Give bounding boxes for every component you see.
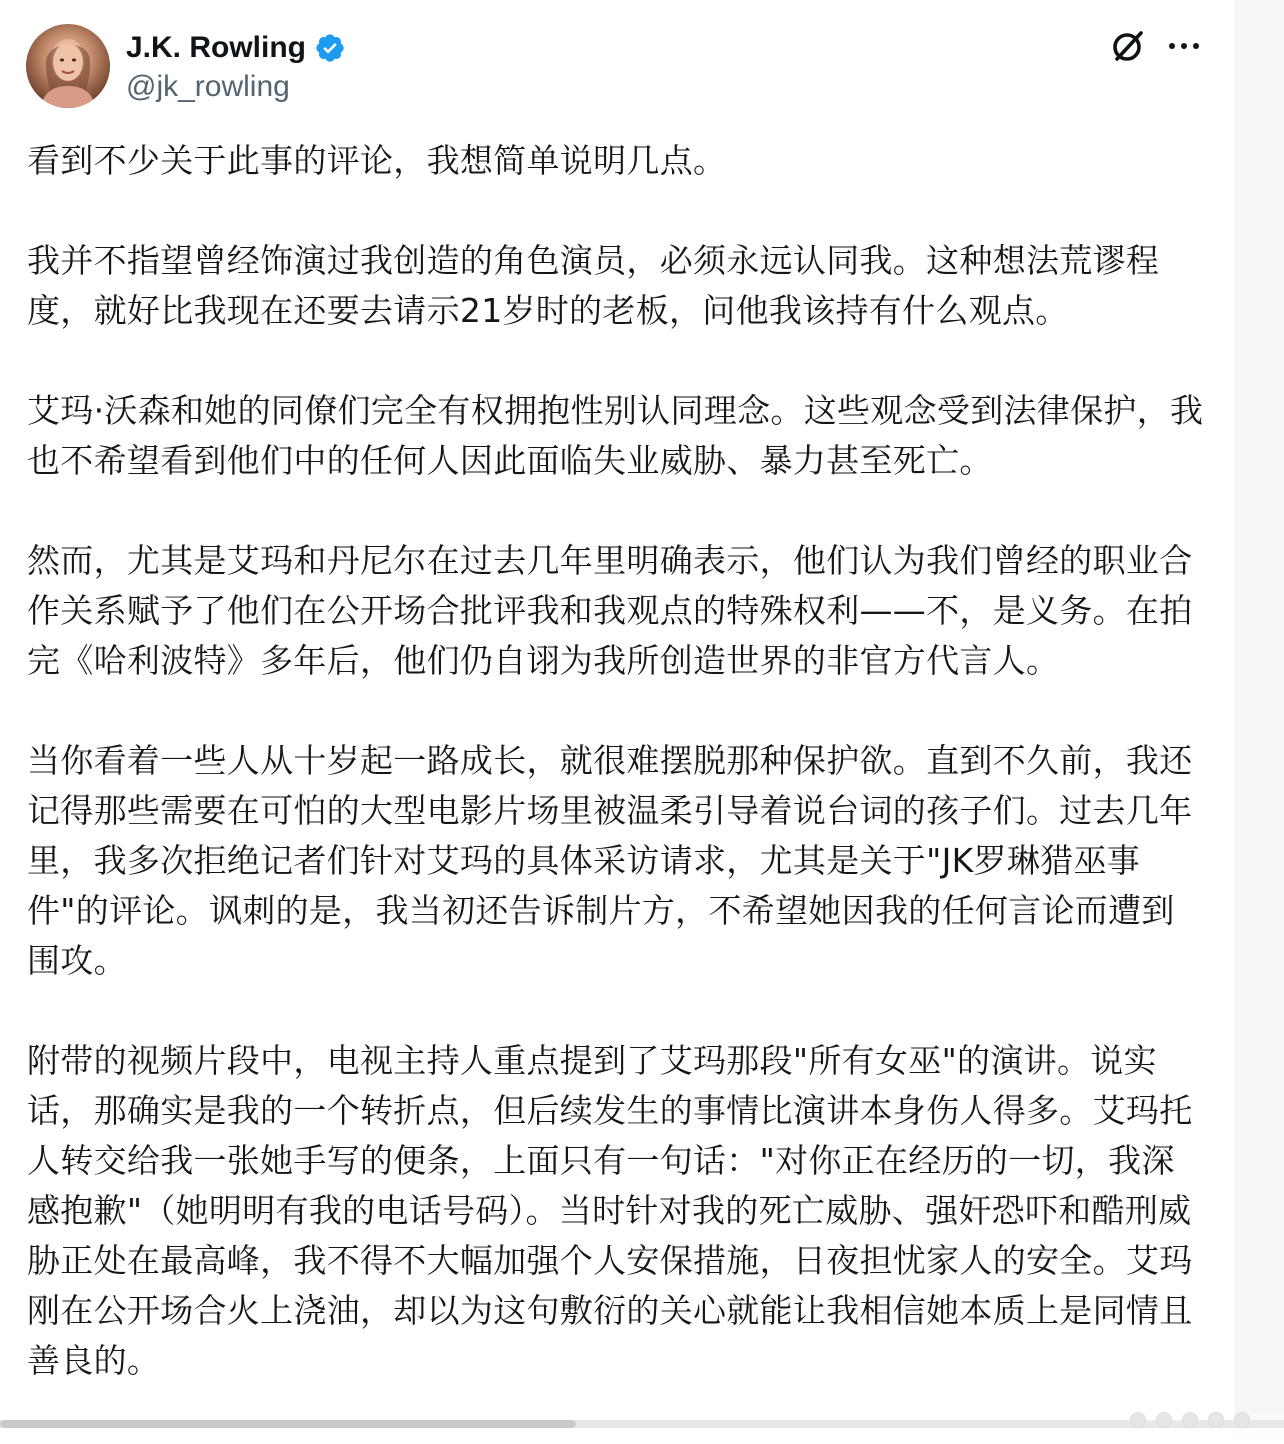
page-dot <box>1130 1412 1146 1428</box>
post-paragraph-1: 看到不少关于此事的评论，我想简单说明几点。 <box>27 141 727 180</box>
post-paragraph-3: 艾玛·沃森和她的同僚们完全有权拥抱性别认同理念。这些观念受到法律保护，我也不希望看到他们中的任何人因此面临失业威胁、暴力甚至死亡。 <box>27 391 1204 480</box>
right-side-rail <box>1235 0 1284 1444</box>
more-horizontal-icon[interactable] <box>1162 30 1206 62</box>
post-header <box>26 24 1206 110</box>
post-paragraph-4: 然而，尤其是艾玛和丹尼尔在过去几年里明确表示，他们认为我们曾经的职业合作关系赋予了他们在公开场合批评我和我观点的特殊权利——不，是义务。在拍完《哈利波特》多年后，他们仍自诩为我所创造世界的非官方代言人。 <box>27 541 1193 680</box>
avatar[interactable] <box>26 24 110 108</box>
page-dot <box>1208 1412 1224 1428</box>
page-dot <box>1182 1412 1198 1428</box>
profile-photo-icon <box>26 24 110 108</box>
grok-icon[interactable] <box>1108 26 1148 66</box>
post-text <box>27 136 1207 1436</box>
post-paragraph-2: 我并不指望曾经饰演过我创造的角色演员，必须永远认同我。这种想法荒谬程度，就好比我现在还要去请示21岁时的老板，问他我该持有什么观点。 <box>27 241 1160 330</box>
post-paragraph-5: 当你看着一些人从十岁起一路成长，就很难摆脱那种保护欲。直到不久前，我还记得那些需要在可怕的大型电影片场里被温柔引导着说台词的孩子们。过去几年里，我多次拒绝记者们针对艾玛的具体采访请求，尤其是关于"JK罗琳猎巫事件"的评论。讽刺的是，我当初还告诉制片方，不希望她因我的任何言论而遭到围攻。 <box>27 741 1193 980</box>
pagination-dots <box>1130 1412 1250 1428</box>
page-dot <box>1234 1412 1250 1428</box>
horizontal-scrollbar[interactable] <box>0 1420 1284 1428</box>
scrollbar-thumb[interactable] <box>0 1420 576 1428</box>
handle[interactable]: @jk_rowling <box>126 70 290 103</box>
name-row <box>126 28 346 68</box>
verified-badge-icon <box>314 32 346 64</box>
display-name[interactable]: J.K. Rowling <box>126 31 306 64</box>
page-dot <box>1156 1412 1172 1428</box>
post-paragraph-6: 附带的视频片段中，电视主持人重点提到了艾玛那段"所有女巫"的演讲。说实话，那确实是我的一个转折点，但后续发生的事情比演讲本身伤人得多。艾玛托人转交给我一张她手写的便条，上面只有一句话："对你正在经历的一切，我深感抱歉"（她明明有我的电话号码）。当时针对我的死亡威胁、强奸恐吓和酷刑威胁正处在最高峰，我不得不大幅加强个人安保措施，日夜担忧家人的安全。艾玛刚在公开场合火上浇油，却以为这句敷衍的关心就能让我相信她本质上是同情且善良的。 <box>27 1041 1193 1380</box>
